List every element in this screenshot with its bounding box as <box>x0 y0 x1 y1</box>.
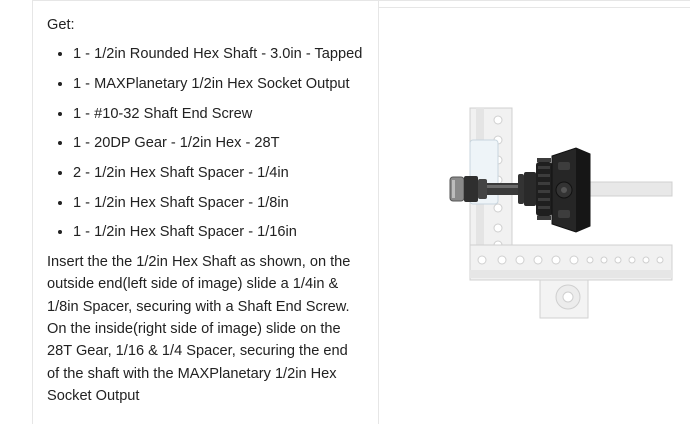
assembly-instructions: Insert the the 1/2in Hex Shaft as shown, on the outside end(left side of image) slide a 1/4in & 1/8in Spacer, securing with a Shaft End Screw. On the inside(right side of image) slide on the 28T Gear, 1/16 & 1/4 Spacer, securing the end of the shaft with the MAXPlanetary 1/2in Hex Socket Output <box>47 254 351 404</box>
column-divider <box>378 0 379 424</box>
parts-list-item: • 1 - #10-32 Shaft End Screw <box>73 103 372 125</box>
parts-list <box>47 43 372 243</box>
parts-list-item: • 1 - 20DP Gear - 1/2in Hex - 28T <box>73 132 372 154</box>
parts-list-item: • 1 - MAXPlanetary 1/2in Hex Socket Output <box>73 73 372 95</box>
gear-icon <box>536 158 552 220</box>
hex-socket-output-icon <box>552 148 590 232</box>
row-divider <box>379 7 690 8</box>
parts-list-item: • 1 - 1/2in Rounded Hex Shaft - 3.0in - Tapped <box>73 43 372 65</box>
parts-list-item: • 1 - 1/2in Hex Shaft Spacer - 1/8in <box>73 192 372 214</box>
parts-list-item: • 1 - 1/2in Hex Shaft Spacer - 1/16in <box>73 221 372 243</box>
get-label: Get: <box>47 17 75 33</box>
instruction-text-cell <box>47 14 372 407</box>
parts-list-item: • 2 - 1/2in Hex Shaft Spacer - 1/4in <box>73 162 372 184</box>
assembly-image <box>440 100 680 325</box>
hex-shaft-assembly-illustration <box>440 100 680 325</box>
